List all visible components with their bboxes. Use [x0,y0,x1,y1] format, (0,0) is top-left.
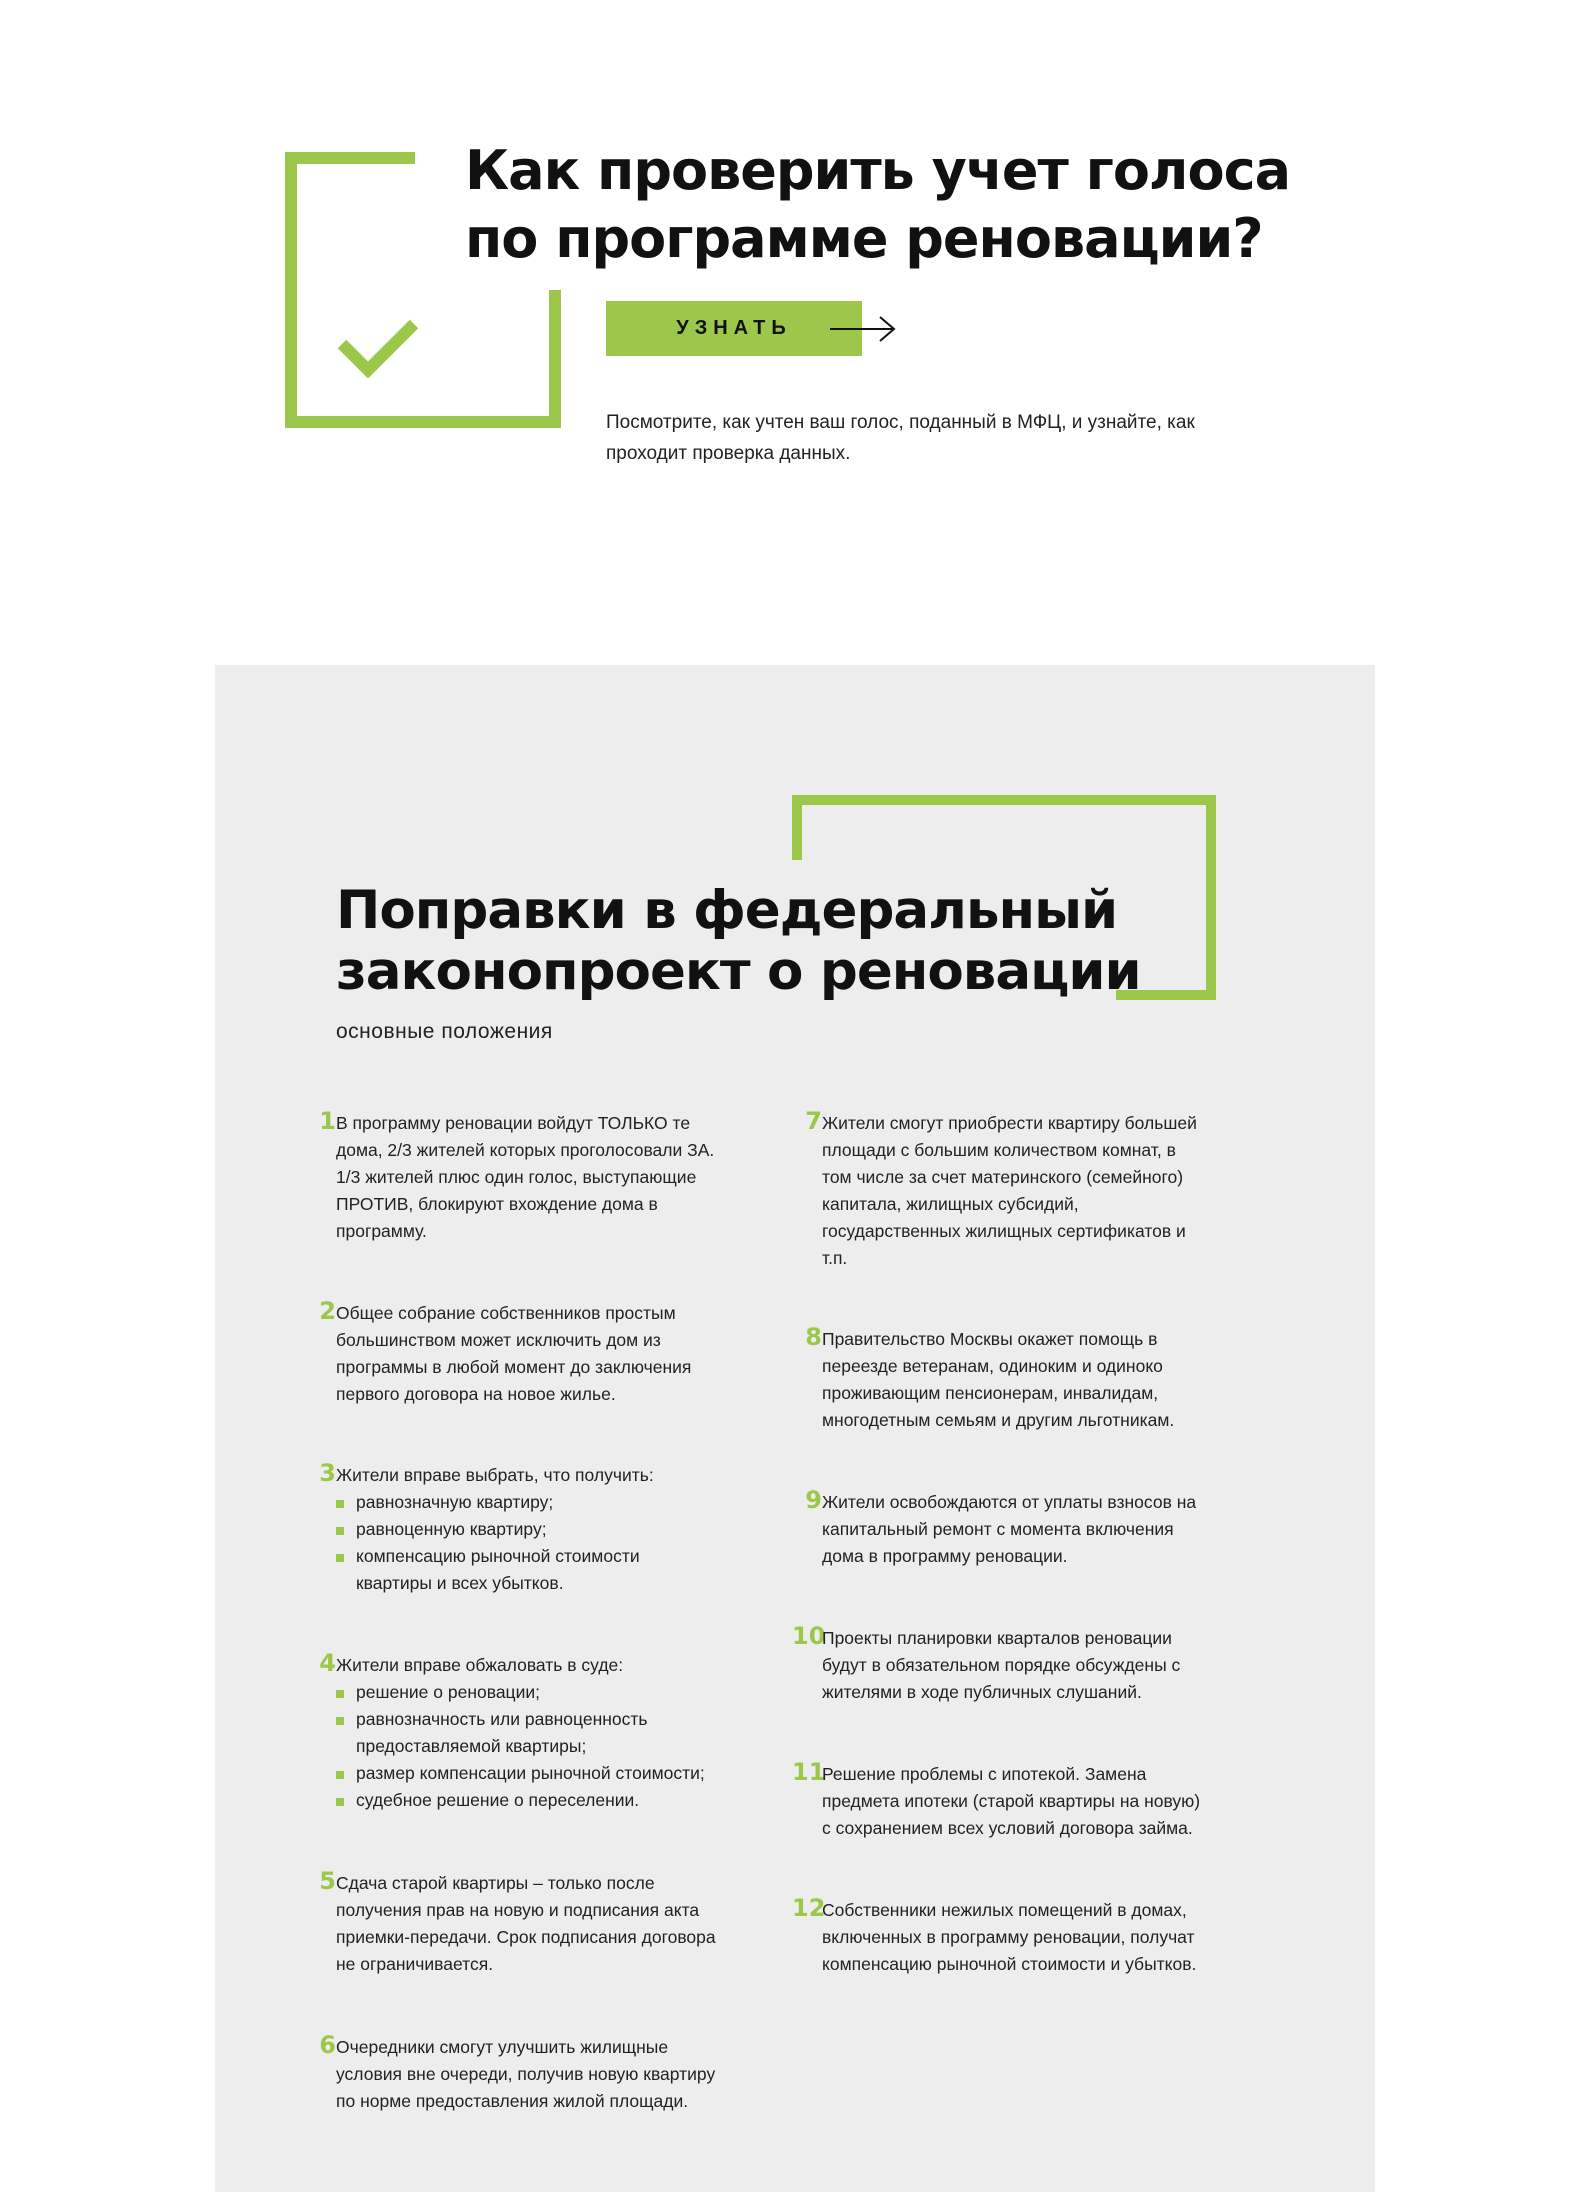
amendment-text-line: Жители вправе обжаловать в суде: [336,1655,624,1675]
amendment-text-line: переезде ветеранам, одиноким и одиноко [822,1356,1163,1376]
amendment-text-line: компенсацию рыночной стоимости и убытков. [822,1954,1197,1974]
amendment-text-line: получения прав на новую и подписания акта [336,1900,700,1920]
amendment-text-line: 1/3 жителей плюс один голос, выступающие [336,1167,697,1187]
amendment-bullet [336,1543,736,1597]
hero-description [606,407,1266,469]
amendment-text-line: приемки-передачи. Срок подписания договора [336,1927,716,1947]
amendment-text-line: с сохранением всех условий договора займа. [822,1818,1193,1838]
amendment-text-line: условия вне очереди, получив новую квартиру [336,2064,716,2084]
amendment-text-line: том числе за счет материнского (семейного) [822,1167,1184,1187]
amendment-text-line: программу. [336,1221,427,1241]
amendment-text-line: предмета ипотеки (старой квартиры на новую) [822,1791,1201,1811]
amendment-text [336,2034,736,2115]
amendment-text [822,1110,1222,1272]
amendment-text-line: по норме предоставления жилой площади. [336,2091,689,2111]
amendment-bullet-line: квартиры и всех убытков. [356,1573,564,1593]
bullet-square-icon [336,1717,344,1725]
amendment-text-line: дома в программу реновации. [822,1546,1068,1566]
amendment-text-line: В программу реновации войдут ТОЛЬКО те [336,1113,691,1133]
amendment-text-line: Решение проблемы с ипотекой. Замена [822,1764,1147,1784]
amendment-bullet-list [336,1679,736,1814]
amendments-title [336,880,1236,1002]
amendment-text-line: Проекты планировки кварталов реновации [822,1628,1172,1648]
amendment-text-line: ПРОТИВ, блокируют вхождение дома в [336,1194,658,1214]
amendment-bullet-line: компенсацию рыночной стоимости [356,1546,640,1566]
amendment-text-line: проживающим пенсионерам, инвалидам, [822,1383,1159,1403]
amendment-text-line: Собственники нежилых помещений в домах, [822,1900,1187,1920]
amendment-text [822,1489,1222,1570]
amendment-number: 7 [805,1107,822,1135]
amendment-bullet-line: равноценную квартиру; [356,1519,547,1539]
amendment-bullet [336,1489,736,1516]
amendment-number: 10 [792,1622,826,1650]
amendment-text [336,1870,736,1978]
amendment-text-line: Правительство Москвы окажет помощь в [822,1329,1158,1349]
amendment-number: 9 [805,1486,822,1514]
amendment-text [822,1761,1222,1842]
amendment-number: 2 [319,1297,336,1325]
amendment-text-line: Жители смогут приобрести квартиру большей [822,1113,1197,1133]
amendments-title-line-1: Поправки в федеральный [336,880,1118,941]
amendment-text-line: т.п. [822,1248,848,1268]
amendments-title-line-2: законопроект о реновации [336,941,1141,1002]
amendment-text-line: дома, 2/3 жителей которых проголосовали ЗА. [336,1140,715,1160]
amendment-text [822,1326,1222,1434]
hero-title-line-2: по программе реновации? [465,207,1263,270]
amendment-text [336,1652,736,1814]
amendment-text-line: капитальный ремонт с момента включения [822,1519,1174,1539]
amendment-number: 3 [319,1459,336,1487]
amendment-text [336,1462,736,1597]
bullet-square-icon [336,1554,344,1562]
amendment-bullet-line: равнозначную квартиру; [356,1492,554,1512]
amendment-text-line: первого договора на новое жилье. [336,1384,616,1404]
amendment-text-line: площади с большим количеством комнат, в [822,1140,1176,1160]
amendment-bullet-line: решение о реновации; [356,1682,540,1702]
amendment-text-line: большинством может исключить дом из [336,1330,661,1350]
bullet-square-icon [336,1690,344,1698]
amendment-bullet-line: равнозначность или равноценность [356,1709,648,1729]
amendments-subtitle: основные положения [336,1020,553,1043]
amendment-bullet [336,1516,736,1543]
hero-title [465,137,1365,273]
amendment-text-line: будут в обязательном порядке обсуждены с [822,1655,1181,1675]
amendment-number: 1 [319,1107,336,1135]
amendment-bullet-line: судебное решение о переселении. [356,1790,640,1810]
hero-description-line-2: проходит проверка данных. [606,443,851,464]
amendment-bullet [336,1787,736,1814]
learn-button[interactable]: УЗНАТЬ [606,301,862,356]
bullet-square-icon [336,1500,344,1508]
arrow-right-icon[interactable] [830,314,898,344]
amendment-text [336,1110,736,1245]
amendment-text-line: капитала, жилищных субсидий, [822,1194,1079,1214]
amendment-text-line: Сдача старой квартиры – только после [336,1873,655,1893]
amendment-bullet [336,1706,736,1760]
bullet-square-icon [336,1798,344,1806]
amendment-text-line: многодетным семьям и другим льготникам. [822,1410,1175,1430]
amendment-text-line: программы в любой момент до заключения [336,1357,692,1377]
amendment-text-line: Очередники смогут улучшить жилищные [336,2037,669,2057]
amendment-text [822,1625,1222,1706]
amendment-text-line: жителями в ходе публичных слушаний. [822,1682,1142,1702]
amendment-number: 5 [319,1867,336,1895]
amendment-bullet-line: размер компенсации рыночной стоимости; [356,1763,705,1783]
bullet-square-icon [336,1527,344,1535]
hero-title-line-1: Как проверить учет голоса [465,139,1291,202]
amendment-text [336,1300,736,1408]
amendment-number: 12 [792,1894,826,1922]
amendment-bullet [336,1760,736,1787]
amendment-text [822,1897,1222,1978]
amendment-bullet-line: предоставляемой квартиры; [356,1736,587,1756]
amendment-text-line: Жители вправе выбрать, что получить: [336,1465,654,1485]
amendment-number: 6 [319,2031,336,2059]
amendment-number: 4 [319,1649,336,1677]
amendment-text-line: Жители освобождаются от уплаты взносов на [822,1492,1197,1512]
amendment-bullet [336,1679,736,1706]
amendment-text-line: государственных жилищных сертификатов и [822,1221,1186,1241]
amendment-text-line: включенных в программу реновации, получат [822,1927,1195,1947]
hero-description-line-1: Посмотрите, как учтен ваш голос, поданный в МФЦ, и узнайте, как [606,412,1195,433]
bullet-square-icon [336,1771,344,1779]
amendment-text-line: Общее собрание собственников простым [336,1303,676,1323]
amendment-number: 8 [805,1323,822,1351]
amendment-bullet-list [336,1489,736,1597]
amendment-number: 11 [792,1758,826,1786]
amendment-text-line: не ограничивается. [336,1954,494,1974]
check-icon [336,316,420,378]
